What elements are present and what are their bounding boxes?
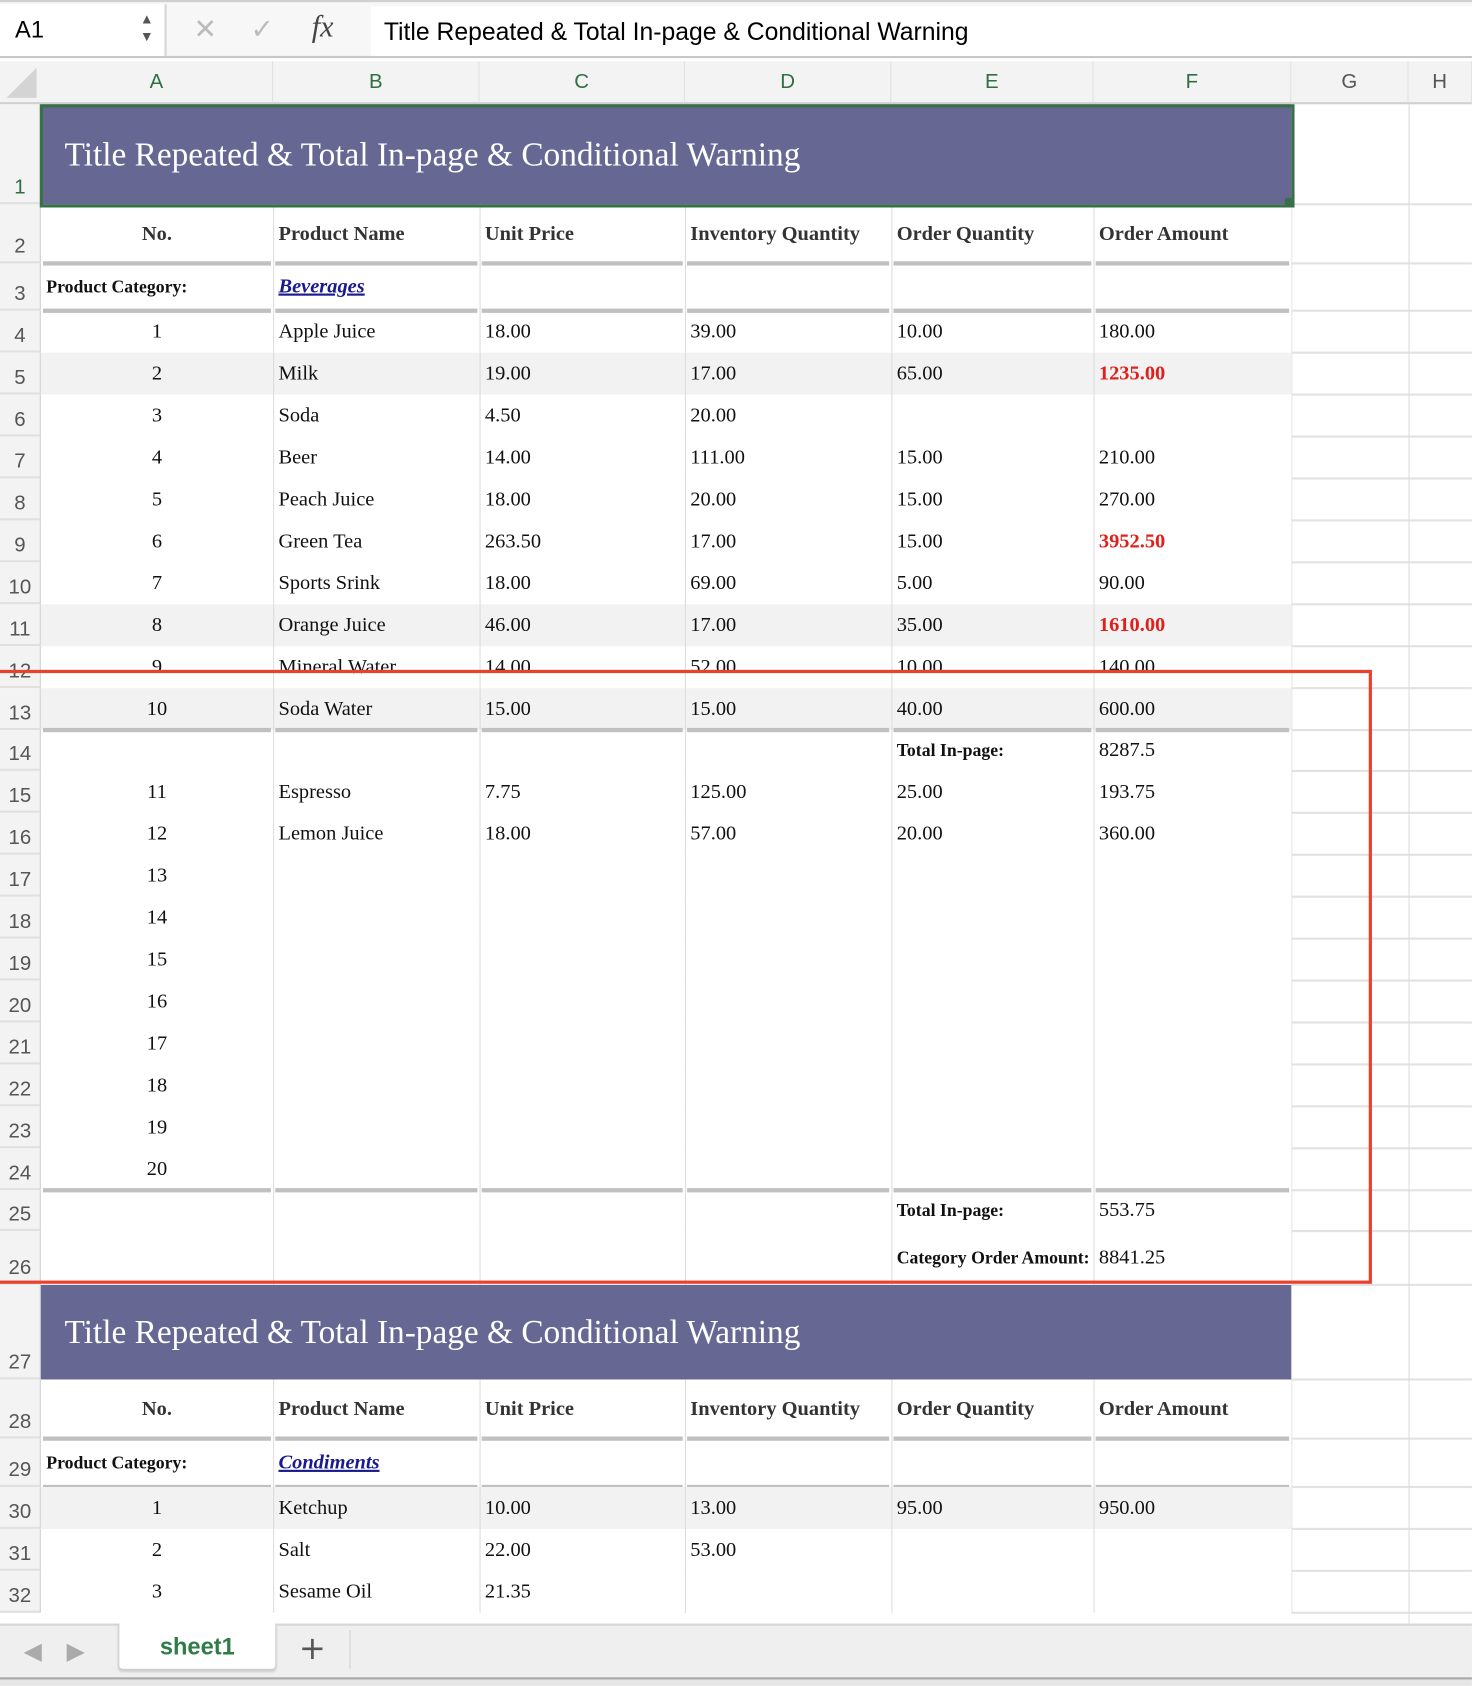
data-cell: 111.00	[690, 445, 745, 469]
row-header-20[interactable]: 20	[0, 981, 41, 1023]
column-divider	[685, 1571, 686, 1613]
row-header-8[interactable]: 8	[0, 478, 41, 520]
column-divider	[273, 520, 274, 562]
row-gridline	[1291, 1570, 1472, 1572]
column-divider	[480, 395, 481, 437]
data-cell: 15.00	[685, 688, 891, 730]
data-cell: Peach Juice	[278, 487, 375, 511]
row-header-1[interactable]: 1	[0, 104, 41, 204]
column-divider	[891, 562, 892, 604]
order-amount-cell	[1093, 1529, 1291, 1571]
row-header-4[interactable]: 4	[0, 311, 41, 353]
column-divider	[1093, 395, 1094, 437]
column-divider	[480, 1439, 481, 1487]
row-number-cell: 15	[146, 947, 168, 971]
empty-cell	[685, 263, 891, 310]
row-header-32[interactable]: 32	[0, 1571, 41, 1613]
column-divider	[685, 562, 686, 604]
column-divider	[685, 478, 686, 520]
column-header-f[interactable]: F	[1093, 61, 1291, 102]
order-amount-cell: 360.00	[1098, 821, 1156, 845]
row-number-cell: 3	[151, 403, 163, 427]
column-divider	[685, 520, 686, 562]
column-header-e[interactable]: E	[891, 61, 1093, 102]
row-gridline	[1291, 1528, 1472, 1530]
column-divider	[1291, 1379, 1292, 1438]
data-cell: 7.75	[484, 780, 521, 803]
data-cell: 53.00	[690, 1538, 737, 1561]
data-cell: 52.00	[690, 655, 737, 678]
row-header-17[interactable]: 17	[0, 855, 41, 897]
row-gridline	[1291, 645, 1472, 647]
column-divider	[273, 1487, 274, 1529]
total-label: Total In-page:	[896, 1199, 1005, 1221]
row-header-31[interactable]: 31	[0, 1529, 41, 1571]
order-amount-cell: 3952.50	[1098, 529, 1166, 553]
column-divider	[891, 1571, 892, 1613]
data-cell	[891, 1571, 1093, 1613]
row-gridline	[1291, 477, 1472, 479]
data-cell: Milk	[273, 353, 479, 395]
column-divider	[480, 1487, 481, 1529]
column-divider	[1409, 104, 1410, 1623]
column-divider	[273, 1379, 274, 1438]
column-divider	[1093, 520, 1094, 562]
column-divider	[891, 1439, 892, 1487]
order-amount-cell	[1093, 1571, 1291, 1613]
column-title: No.	[41, 204, 273, 263]
row-header-22[interactable]: 22	[0, 1064, 41, 1106]
column-divider	[1291, 395, 1292, 437]
column-divider	[1093, 1439, 1094, 1487]
row-header-18[interactable]: 18	[0, 897, 41, 939]
row-header-23[interactable]: 23	[0, 1106, 41, 1148]
data-cell: 35.00	[891, 604, 1093, 646]
column-divider	[1093, 1487, 1094, 1529]
column-divider	[273, 1529, 274, 1571]
data-cell: 10.00	[480, 1487, 685, 1529]
row-number-cell: 20	[41, 1148, 273, 1190]
row-number-cell: 4	[151, 445, 163, 469]
total-value: 553.75	[1098, 1198, 1156, 1222]
data-cell: 15.00	[480, 688, 685, 730]
data-cell: 22.00	[484, 1538, 531, 1561]
column-divider	[891, 437, 892, 479]
data-cell: 39.00	[690, 319, 737, 343]
data-cell: Beer	[278, 445, 318, 469]
row-gridline	[1291, 352, 1472, 354]
column-divider	[685, 604, 686, 646]
data-cell: 15.00	[896, 487, 943, 511]
row-header-11[interactable]: 11	[0, 604, 41, 646]
empty-cell	[1093, 1439, 1291, 1487]
row-header-24[interactable]: 24	[0, 1148, 41, 1190]
column-divider	[273, 204, 274, 263]
row-gridline	[1291, 310, 1472, 312]
column-divider	[1093, 562, 1094, 604]
column-divider	[480, 520, 481, 562]
row-header-13[interactable]: 13	[0, 688, 41, 730]
next-sheet-icon[interactable]: ▶	[66, 1638, 85, 1666]
column-divider	[1093, 204, 1094, 263]
row-gridline	[1291, 1486, 1472, 1488]
row-number-cell: 5	[151, 487, 163, 511]
highlight-annotation-box	[0, 670, 1372, 1284]
category-label: Product Category:	[41, 263, 273, 310]
order-amount-cell: 140.00	[1098, 655, 1156, 678]
order-amount-cell: 210.00	[1098, 445, 1156, 469]
column-divider	[891, 1529, 892, 1571]
row-header-26[interactable]: 26	[0, 1231, 41, 1285]
data-cell: 20.00	[690, 403, 737, 427]
column-header-c[interactable]: C	[480, 61, 685, 102]
column-divider	[1291, 1439, 1292, 1487]
column-divider	[480, 311, 481, 353]
column-title: Unit Price	[480, 204, 685, 263]
column-divider	[1291, 562, 1292, 604]
row-header-7[interactable]: 7	[0, 437, 41, 479]
order-amount-cell: 90.00	[1098, 571, 1145, 595]
data-cell: 40.00	[891, 688, 1093, 730]
column-divider	[891, 1379, 892, 1438]
row-gridline	[1291, 1284, 1472, 1286]
row-number-cell: 7	[151, 571, 163, 595]
column-divider	[273, 395, 274, 437]
data-cell: 18.00	[484, 487, 531, 511]
column-header-h[interactable]: H	[1409, 61, 1472, 102]
data-cell: 65.00	[891, 353, 1093, 395]
formula-input[interactable]: Title Repeated & Total In-page & Conditional Warning	[371, 6, 1472, 55]
column-header-d[interactable]: D	[685, 61, 891, 102]
column-divider	[273, 562, 274, 604]
column-divider	[685, 204, 686, 263]
data-cell: 69.00	[690, 571, 737, 595]
column-divider	[1093, 1529, 1094, 1571]
total-value: 8287.5	[1098, 738, 1156, 762]
column-divider	[273, 1571, 274, 1613]
row-header-5[interactable]: 5	[0, 353, 41, 395]
column-divider	[685, 437, 686, 479]
tab-divider	[349, 1630, 350, 1669]
column-divider	[1093, 263, 1094, 310]
column-title: Order Amount	[1093, 204, 1291, 263]
column-divider	[273, 311, 274, 353]
column-divider	[891, 395, 892, 437]
row-gridline	[1291, 603, 1472, 605]
data-cell: 17.00	[685, 353, 891, 395]
prev-sheet-icon[interactable]: ◀	[23, 1638, 42, 1666]
row-number-cell: 19	[146, 1115, 168, 1139]
row-number-cell: 2	[41, 353, 273, 395]
order-amount-cell	[1093, 395, 1291, 437]
row-number-cell: 1	[151, 319, 163, 343]
column-divider	[480, 204, 481, 263]
column-divider	[1291, 204, 1292, 263]
data-cell	[891, 395, 1093, 437]
row-header-10[interactable]: 10	[0, 562, 41, 604]
column-divider	[1093, 437, 1094, 479]
column-divider	[891, 604, 892, 646]
row-gridline	[1291, 519, 1472, 521]
data-cell: 4.50	[484, 403, 521, 427]
column-divider	[273, 437, 274, 479]
row-header-28[interactable]: 28	[0, 1379, 41, 1438]
column-divider	[685, 353, 686, 395]
row-number-cell: 8	[41, 604, 273, 646]
order-amount-cell: 180.00	[1098, 319, 1156, 343]
column-divider	[1291, 353, 1292, 395]
row-gridline	[1291, 394, 1472, 396]
column-divider	[1093, 604, 1094, 646]
column-divider	[1093, 1379, 1094, 1438]
row-number-cell: 1	[41, 1487, 273, 1529]
data-cell: Apple Juice	[278, 319, 376, 343]
column-divider	[685, 1379, 686, 1438]
order-amount-cell: 270.00	[1098, 487, 1156, 511]
data-cell: Soda Water	[273, 688, 479, 730]
empty-cell	[480, 1439, 685, 1487]
category-link[interactable]: Beverages	[273, 263, 479, 310]
row-header-30[interactable]: 30	[0, 1487, 41, 1529]
column-title: Order Quantity	[891, 204, 1093, 263]
row-number-cell: 3	[151, 1580, 163, 1603]
column-divider	[891, 478, 892, 520]
column-divider	[891, 204, 892, 263]
data-cell: 17.00	[685, 604, 891, 646]
column-divider	[891, 520, 892, 562]
sheet-tab-sheet1[interactable]: sheet1	[118, 1624, 276, 1670]
order-amount-cell: 600.00	[1093, 688, 1291, 730]
row-number-cell: 10	[41, 688, 273, 730]
data-cell: 10.00	[896, 319, 943, 343]
row-number-cell: 17	[146, 1031, 168, 1055]
data-cell: 25.00	[896, 780, 943, 803]
name-box-stepper-icon[interactable]: ▲ ▼	[139, 10, 154, 45]
column-divider	[1291, 1571, 1292, 1613]
category-label: Product Category:	[41, 1439, 273, 1487]
column-divider	[1093, 1571, 1094, 1613]
row-number-cell: 16	[146, 989, 168, 1013]
row-gridline	[1291, 203, 1472, 205]
sheet-title[interactable]: Title Repeated & Total In-page & Conditional Warning	[41, 1285, 1291, 1380]
add-sheet-icon[interactable]: +	[298, 1630, 326, 1668]
column-divider	[480, 604, 481, 646]
column-divider	[273, 604, 274, 646]
row-header-6[interactable]: 6	[0, 395, 41, 437]
column-divider	[891, 311, 892, 353]
data-cell	[685, 1571, 891, 1613]
data-cell: 13.00	[685, 1487, 891, 1529]
column-divider	[685, 1487, 686, 1529]
data-cell: Mineral Water	[278, 655, 397, 678]
total-label: Category Order Amount:	[896, 1247, 1090, 1268]
data-cell	[891, 1529, 1093, 1571]
cell-reference: A1	[15, 16, 44, 44]
data-cell: Soda	[278, 403, 320, 427]
selection-outline	[40, 104, 1295, 207]
data-cell: Espresso	[278, 780, 352, 803]
data-cell: 18.00	[484, 319, 531, 343]
column-divider	[480, 437, 481, 479]
column-divider	[1093, 311, 1094, 353]
column-title: Order Quantity	[891, 1379, 1093, 1438]
column-divider	[1291, 520, 1292, 562]
data-cell: 17.00	[690, 529, 737, 553]
column-divider	[480, 1571, 481, 1613]
row-number-cell: 18	[146, 1073, 168, 1097]
column-divider	[891, 353, 892, 395]
category-link[interactable]: Condiments	[273, 1439, 479, 1487]
data-cell: 18.00	[484, 821, 531, 845]
column-title: Product Name	[273, 1379, 479, 1438]
column-title: Inventory Quantity	[685, 204, 891, 263]
order-amount-cell: 1235.00	[1093, 353, 1291, 395]
column-divider	[1291, 1487, 1292, 1529]
row-number-cell: 14	[146, 905, 168, 929]
column-title: Product Name	[273, 204, 479, 263]
row-header-16[interactable]: 16	[0, 813, 41, 855]
column-divider	[685, 1439, 686, 1487]
column-divider	[480, 263, 481, 310]
data-cell: Green Tea	[278, 529, 363, 553]
order-amount-cell: 950.00	[1093, 1487, 1291, 1529]
data-cell: 57.00	[690, 821, 737, 845]
data-cell: 21.35	[484, 1580, 531, 1603]
column-divider	[273, 478, 274, 520]
order-amount-cell: 193.75	[1098, 780, 1156, 803]
data-cell: 20.00	[896, 821, 943, 845]
sheet-tab-bar	[0, 1624, 1472, 1678]
data-cell: Orange Juice	[273, 604, 479, 646]
column-divider	[1291, 478, 1292, 520]
formula-bar	[0, 0, 1472, 58]
column-title: Unit Price	[480, 1379, 685, 1438]
column-title: Inventory Quantity	[685, 1379, 891, 1438]
empty-cell	[1093, 263, 1291, 310]
column-divider	[480, 1379, 481, 1438]
fill-handle[interactable]	[1285, 198, 1294, 207]
row-number-cell: 13	[146, 863, 168, 887]
row-gridline	[1291, 1612, 1472, 1614]
row-header-9[interactable]: 9	[0, 520, 41, 562]
column-divider	[891, 263, 892, 310]
data-cell: 15.00	[896, 445, 943, 469]
data-cell: 14.00	[484, 655, 531, 678]
column-header-a[interactable]: A	[41, 61, 273, 102]
row-header-21[interactable]: 21	[0, 1023, 41, 1065]
row-header-2[interactable]: 2	[0, 204, 41, 263]
status-strip	[0, 1677, 1472, 1686]
column-divider	[273, 1439, 274, 1487]
column-header-g[interactable]: G	[1291, 61, 1408, 102]
column-divider	[273, 353, 274, 395]
column-divider	[1291, 604, 1292, 646]
row-gridline	[1291, 435, 1472, 437]
row-gridline	[1291, 561, 1472, 563]
column-divider	[685, 395, 686, 437]
row-header-19[interactable]: 19	[0, 939, 41, 981]
data-cell: 19.00	[480, 353, 685, 395]
column-divider	[685, 1529, 686, 1571]
name-box[interactable]	[0, 4, 167, 56]
column-divider	[1291, 311, 1292, 353]
row-header-3[interactable]: 3	[0, 263, 41, 310]
column-divider	[685, 263, 686, 310]
column-divider	[480, 1529, 481, 1571]
column-divider	[480, 353, 481, 395]
order-amount-cell: 1610.00	[1093, 604, 1291, 646]
data-cell: 5.00	[896, 571, 933, 595]
row-number-cell: 11	[147, 780, 167, 803]
row-gridline	[1291, 1438, 1472, 1440]
data-cell: 95.00	[891, 1487, 1093, 1529]
row-number-cell: 9	[151, 655, 163, 678]
column-divider	[891, 1487, 892, 1529]
column-header-b[interactable]: B	[273, 61, 479, 102]
column-title: No.	[41, 1379, 273, 1438]
sheet-title[interactable]: Title Repeated & Total In-page & Conditional Warning	[41, 104, 1291, 204]
function-icon[interactable]: fx	[311, 10, 334, 45]
data-cell: Salt	[278, 1538, 311, 1561]
column-divider	[1291, 263, 1292, 310]
row-header-29[interactable]: 29	[0, 1439, 41, 1487]
row-header-27[interactable]: 27	[0, 1285, 41, 1380]
enter-icon[interactable]: ✓	[250, 12, 274, 46]
row-gridline	[1291, 262, 1472, 264]
column-divider	[1093, 478, 1094, 520]
data-cell: 10.00	[896, 655, 943, 678]
row-number-cell: 2	[151, 1538, 163, 1561]
column-divider	[1291, 437, 1292, 479]
data-cell: Lemon Juice	[278, 821, 384, 845]
column-divider	[480, 478, 481, 520]
data-cell: Sports Srink	[278, 571, 381, 595]
column-divider	[480, 562, 481, 604]
data-cell: 46.00	[480, 604, 685, 646]
column-divider	[685, 311, 686, 353]
data-cell: Sesame Oil	[278, 1580, 373, 1603]
column-divider	[273, 263, 274, 310]
row-header-12[interactable]: 12	[0, 646, 41, 688]
row-number-cell: 6	[151, 529, 163, 553]
total-value: 8841.25	[1098, 1246, 1166, 1269]
data-cell: 14.00	[484, 445, 531, 469]
data-cell: 18.00	[484, 571, 531, 595]
data-cell: 125.00	[690, 780, 747, 803]
row-gridline	[1291, 1378, 1472, 1380]
column-title: Order Amount	[1093, 1379, 1291, 1438]
row-header-25[interactable]: 25	[0, 1190, 41, 1231]
empty-cell	[685, 1439, 891, 1487]
data-cell: 20.00	[690, 487, 737, 511]
empty-cell	[891, 263, 1093, 310]
data-cell: Ketchup	[273, 1487, 479, 1529]
total-label: Total In-page:	[896, 739, 1005, 761]
column-headers	[0, 61, 1472, 104]
column-divider	[1093, 353, 1094, 395]
row-header-15[interactable]: 15	[0, 771, 41, 813]
data-cell: 263.50	[484, 529, 542, 553]
data-cell: 15.00	[896, 529, 943, 553]
cancel-icon[interactable]: ✕	[193, 12, 217, 46]
column-divider	[1291, 1529, 1292, 1571]
row-header-14[interactable]: 14	[0, 730, 41, 771]
empty-cell	[480, 263, 685, 310]
empty-cell	[891, 1439, 1093, 1487]
select-all-corner[interactable]	[0, 61, 41, 102]
row-number-cell: 12	[146, 821, 168, 845]
